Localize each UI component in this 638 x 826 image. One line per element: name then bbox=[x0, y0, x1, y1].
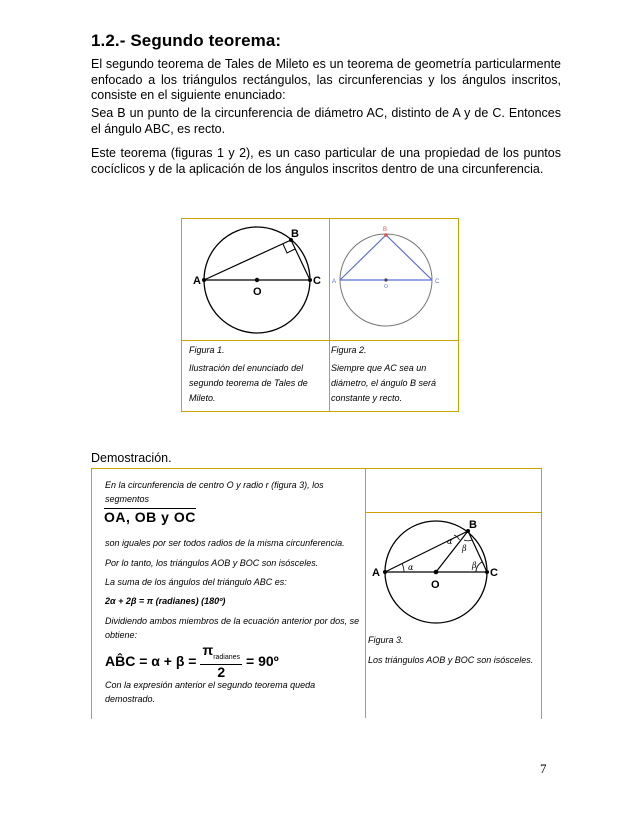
figure-2-diagram bbox=[332, 222, 456, 338]
figure-1-label-b: B bbox=[291, 228, 299, 240]
demo-line-5: 2α + 2β = π (radianes) (180º) bbox=[105, 596, 226, 606]
figure-2-center-point bbox=[384, 278, 387, 281]
figure-3-label-beta-b: β bbox=[462, 544, 467, 553]
figures-caption-divider bbox=[181, 340, 459, 341]
figure-3-arc-c bbox=[476, 562, 482, 572]
demo-right-top-divider bbox=[365, 512, 541, 513]
figure-1-center-point bbox=[255, 278, 259, 282]
figure-3-chord-ab bbox=[385, 531, 468, 572]
figure-3-label-alpha-a: α bbox=[408, 563, 414, 572]
page-number: 7 bbox=[540, 761, 547, 776]
demo-line-3: Por lo tanto, los triángulos AOB y BOC son isósceles. bbox=[105, 558, 319, 568]
demo-line-7: Con la expresión anterior el segundo teorema queda demostrado. bbox=[105, 680, 316, 704]
demo-line-4: La suma de los ángulos del triángulo ABC es: bbox=[105, 577, 287, 587]
formula-subscript: radianes bbox=[213, 653, 241, 661]
figure-3-caption bbox=[368, 633, 540, 668]
figure-2-point-b bbox=[384, 233, 388, 237]
figure-3-label-c: C bbox=[490, 567, 498, 579]
figure-3-label-beta-c: β bbox=[472, 561, 477, 570]
formula-numerator bbox=[200, 643, 242, 666]
figure-3-point-c bbox=[485, 570, 489, 574]
paragraph-context: Este teorema (figuras 1 y 2), es un caso particular de una propiedad de los puntos cocíclicos y de la aplicación de los ángulos inscritos dentro de una circunferencia. bbox=[91, 146, 561, 176]
figure-2-side-bc bbox=[386, 235, 432, 280]
demo-line-2: son iguales por ser todos radios de la misma circunferencia. bbox=[105, 538, 345, 548]
figure-2-label-o: O bbox=[384, 284, 388, 290]
figure-2-caption-text: Siempre que AC sea un diámetro, el ángulo B será constante y recto. bbox=[331, 363, 437, 403]
figure-3-arc-a bbox=[402, 564, 404, 572]
demo-segments-text: OA, OB y OC bbox=[104, 509, 196, 525]
figure-3-diagram bbox=[368, 516, 540, 628]
figure-2-label-c: C bbox=[435, 279, 440, 285]
figure-3-point-a bbox=[383, 570, 387, 574]
figure-2-caption bbox=[331, 343, 453, 406]
figure-1-label-a: A bbox=[193, 275, 201, 287]
figure-3-caption-text: Los triángulos AOB y BOC son isósceles. bbox=[368, 655, 534, 665]
formula-lhs: AB̂C = α + β = bbox=[105, 653, 197, 669]
figure-1-caption-title: Figura 1. bbox=[189, 345, 225, 355]
figure-2-label-a: A bbox=[332, 279, 337, 285]
demo-line-6: Dividiendo ambos miembros de la ecuación anterior por dos, se obtiene: bbox=[105, 616, 360, 640]
figures-divider bbox=[329, 218, 330, 412]
formula-fraction bbox=[200, 643, 242, 680]
figure-3-caption-title: Figura 3. bbox=[368, 635, 404, 645]
figure-1-point-a bbox=[202, 278, 206, 282]
figure-1-label-c: C bbox=[313, 275, 321, 287]
figure-1-caption bbox=[189, 343, 327, 406]
demo-segments bbox=[104, 509, 196, 525]
figure-2-caption-title: Figura 2. bbox=[331, 345, 367, 355]
paragraph-intro: El segundo teorema de Tales de Mileto es un teorema de geometría particularmente enfocado a los triángulos rectángulos, las circunferencias y los ángulos inscritos, consiste en el siguiente enunciado: bbox=[91, 57, 561, 102]
formula-rhs: = 90º bbox=[246, 653, 279, 669]
figure-2-side-ab bbox=[340, 235, 386, 280]
demo-divider bbox=[365, 468, 366, 718]
section-title: 1.2.- Segundo teorema: bbox=[91, 31, 282, 50]
demo-heading: Demostración. bbox=[91, 451, 172, 465]
figure-1-point-c bbox=[308, 278, 312, 282]
demo-line-1: En la circunferencia de centro O y radio r (figura 3), los segmentos bbox=[105, 480, 324, 504]
figure-3-arc-b2 bbox=[464, 540, 472, 541]
figure-2-label-b: B bbox=[383, 227, 388, 233]
figure-3-label-o: O bbox=[431, 579, 440, 591]
figure-1-label-o: O bbox=[253, 286, 262, 298]
figure-3-label-a: A bbox=[372, 567, 380, 579]
figure-1-chord-bc bbox=[291, 240, 310, 280]
paragraph-statement: Sea B un punto de la circunferencia de diámetro AC, distinto de A y de C. Entonces el ángulo ABC, es recto. bbox=[91, 106, 561, 136]
figure-1-diagram bbox=[185, 220, 327, 338]
formula-pi: π bbox=[202, 641, 214, 658]
demo-formula bbox=[105, 641, 279, 681]
formula-denominator: 2 bbox=[217, 664, 226, 681]
figure-3-center-point bbox=[434, 570, 439, 575]
figure-3-label-alpha-b: α bbox=[447, 537, 453, 546]
figure-1-caption-text: Ilustración del enunciado del segundo teorema de Tales de Mileto. bbox=[189, 363, 308, 403]
figure-3-label-b: B bbox=[469, 519, 477, 531]
